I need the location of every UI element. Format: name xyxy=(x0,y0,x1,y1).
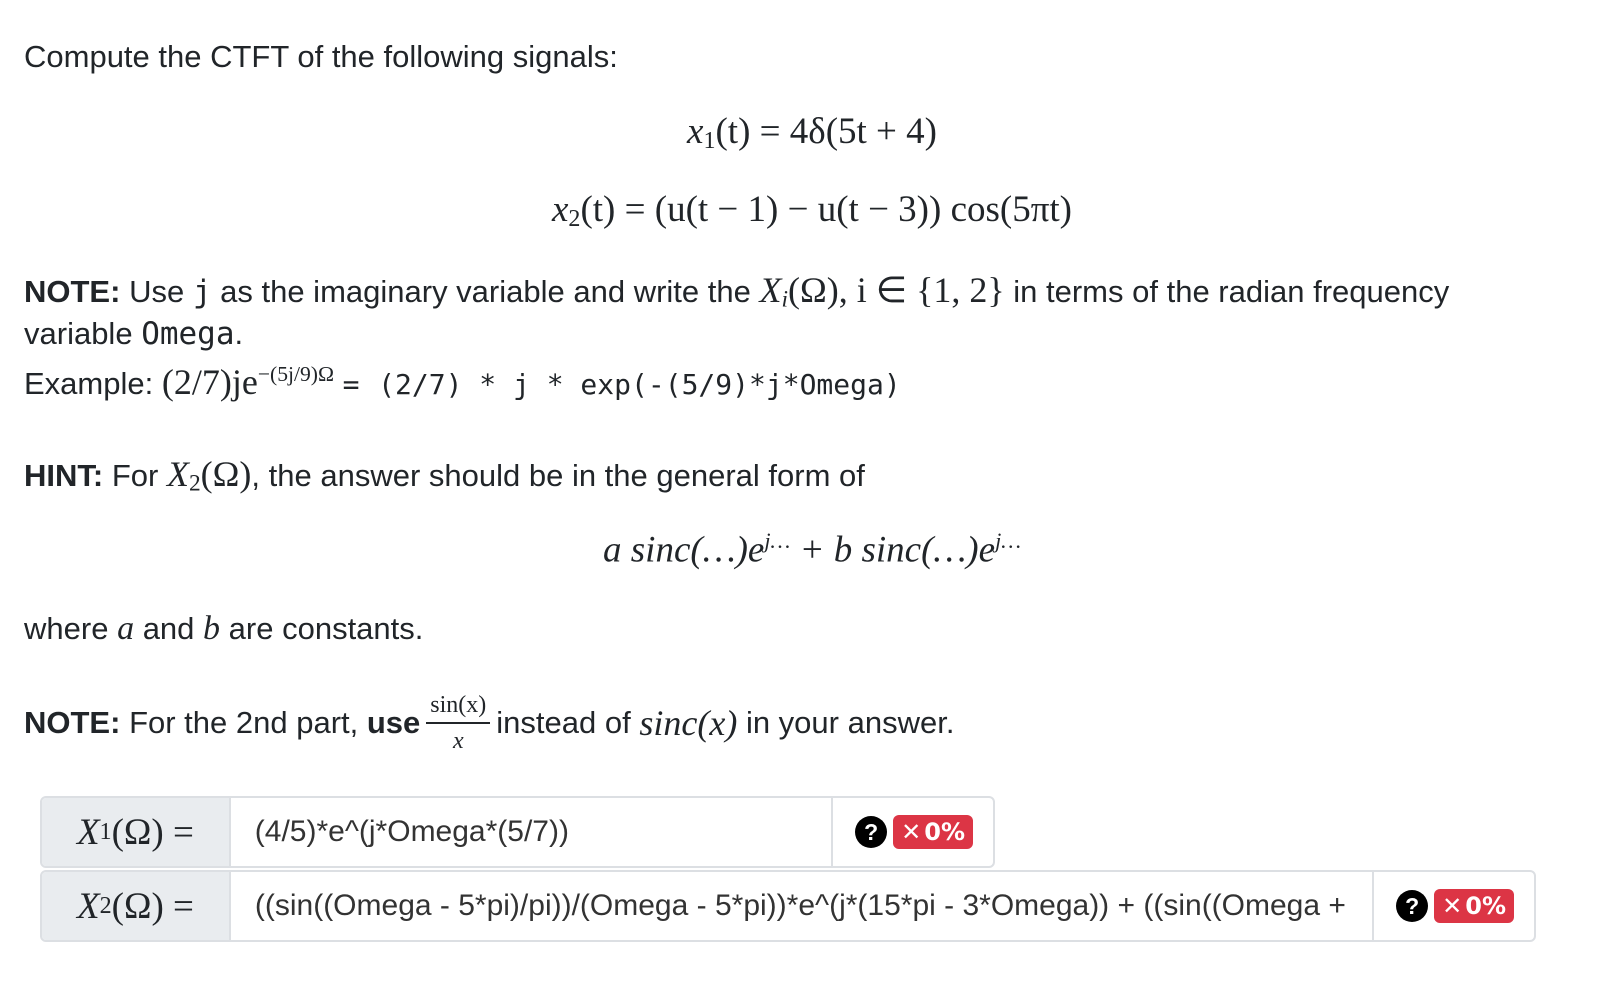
label-x: X xyxy=(76,885,100,927)
code-omega: Omega xyxy=(141,316,235,352)
form-part: a sinc(…)e xyxy=(603,529,765,571)
hint-math-sub: 2 xyxy=(188,470,201,497)
where-text: and xyxy=(142,611,195,646)
example-line xyxy=(24,360,901,405)
where-text: where xyxy=(24,611,109,646)
answer-row-x1 xyxy=(40,796,995,868)
hint-label: HINT: xyxy=(24,458,104,493)
note2-text: For the 2nd part, xyxy=(129,704,359,740)
equation-x1-sub: 1 xyxy=(703,127,716,154)
code-j: j xyxy=(192,274,212,310)
answer-row-x2 xyxy=(40,870,1536,942)
note-text: in terms of the radian frequency xyxy=(1013,274,1450,309)
math-x: X xyxy=(759,270,782,310)
label-rest: (Ω) = xyxy=(111,885,194,927)
var-b: b xyxy=(203,610,221,647)
note-text: . xyxy=(234,316,244,351)
hint-line xyxy=(24,452,865,499)
note2-text: instead of xyxy=(496,704,631,740)
equation-x1-var: x xyxy=(687,111,704,152)
answer-input-x1[interactable] xyxy=(231,798,833,866)
note-text: as the imaginary variable and write the xyxy=(220,274,751,309)
close-icon: ✕ xyxy=(1442,892,1463,920)
form-sup: j… xyxy=(995,528,1021,553)
example-equals: = xyxy=(342,368,360,401)
answer-status-x1 xyxy=(833,798,993,866)
var-a: a xyxy=(117,610,135,647)
example-math-base: (2/7)je xyxy=(161,362,258,402)
answer-status-x2 xyxy=(1374,872,1534,940)
equation-x1-rhs: (t) = 4δ(5t + 4) xyxy=(715,111,937,152)
equation-x2-rhs: (t) = (u(t − 1) − u(t − 3)) cos(5πt) xyxy=(580,189,1073,230)
help-icon[interactable]: ? xyxy=(1396,890,1428,922)
general-form-equation xyxy=(0,528,1624,571)
where-text: are constants. xyxy=(228,611,424,646)
answer-label-x2 xyxy=(42,872,231,940)
frac-numerator: sin(x) xyxy=(426,690,490,724)
hint-math xyxy=(166,454,252,497)
label-rest: (Ω) = xyxy=(111,811,194,853)
score-badge xyxy=(1434,889,1514,923)
score-badge xyxy=(893,815,973,849)
score-value: 0% xyxy=(1465,892,1506,920)
hint-math-rest: (Ω) xyxy=(200,454,252,494)
note-imaginary xyxy=(24,268,1449,315)
answer-input-x2[interactable] xyxy=(231,872,1374,940)
example-label: Example: xyxy=(24,366,154,401)
note-variable xyxy=(24,315,243,354)
equation-x1 xyxy=(0,110,1624,155)
note-sinc xyxy=(24,690,954,756)
example-math xyxy=(162,362,334,402)
where-line xyxy=(24,608,423,651)
note-text: variable xyxy=(24,316,133,351)
math-sinc: sinc(x) xyxy=(639,702,738,743)
note-label: NOTE: xyxy=(24,274,121,309)
sinx-fraction xyxy=(426,690,490,756)
equation-x2 xyxy=(0,188,1624,233)
example-math-exp: −(5j/9)Ω xyxy=(257,362,335,387)
example-code: (2/7) * j * exp(-(5/9)*j*Omega) xyxy=(378,368,901,401)
close-icon: ✕ xyxy=(901,818,922,846)
label-sub: 2 xyxy=(99,892,112,919)
help-icon[interactable]: ? xyxy=(855,816,887,848)
equation-x2-var: x xyxy=(551,189,569,230)
math-xi xyxy=(759,270,1005,313)
form-sup: j… xyxy=(764,528,791,553)
note-text: Use xyxy=(129,274,185,309)
label-x: X xyxy=(76,811,100,853)
hint-math-x: X xyxy=(166,454,189,494)
score-value: 0% xyxy=(924,818,965,846)
note2-label: NOTE: xyxy=(24,704,121,740)
hint-text: For xyxy=(111,458,159,493)
equation-x2-sub: 2 xyxy=(568,205,581,232)
note2-text: in your answer. xyxy=(745,704,955,740)
math-i: i xyxy=(781,286,788,313)
hint-text: , the answer should be in the general form of xyxy=(251,458,865,493)
label-sub: 1 xyxy=(99,818,112,845)
question-prompt: Compute the CTFT of the following signals: xyxy=(24,39,618,74)
frac-denominator: x xyxy=(452,728,464,754)
form-part: + b sinc(…)e xyxy=(790,529,996,571)
note2-use: use xyxy=(366,704,421,740)
answer-label-x1 xyxy=(42,798,231,866)
math-rest: (Ω), i ∈ {1, 2} xyxy=(787,270,1005,310)
